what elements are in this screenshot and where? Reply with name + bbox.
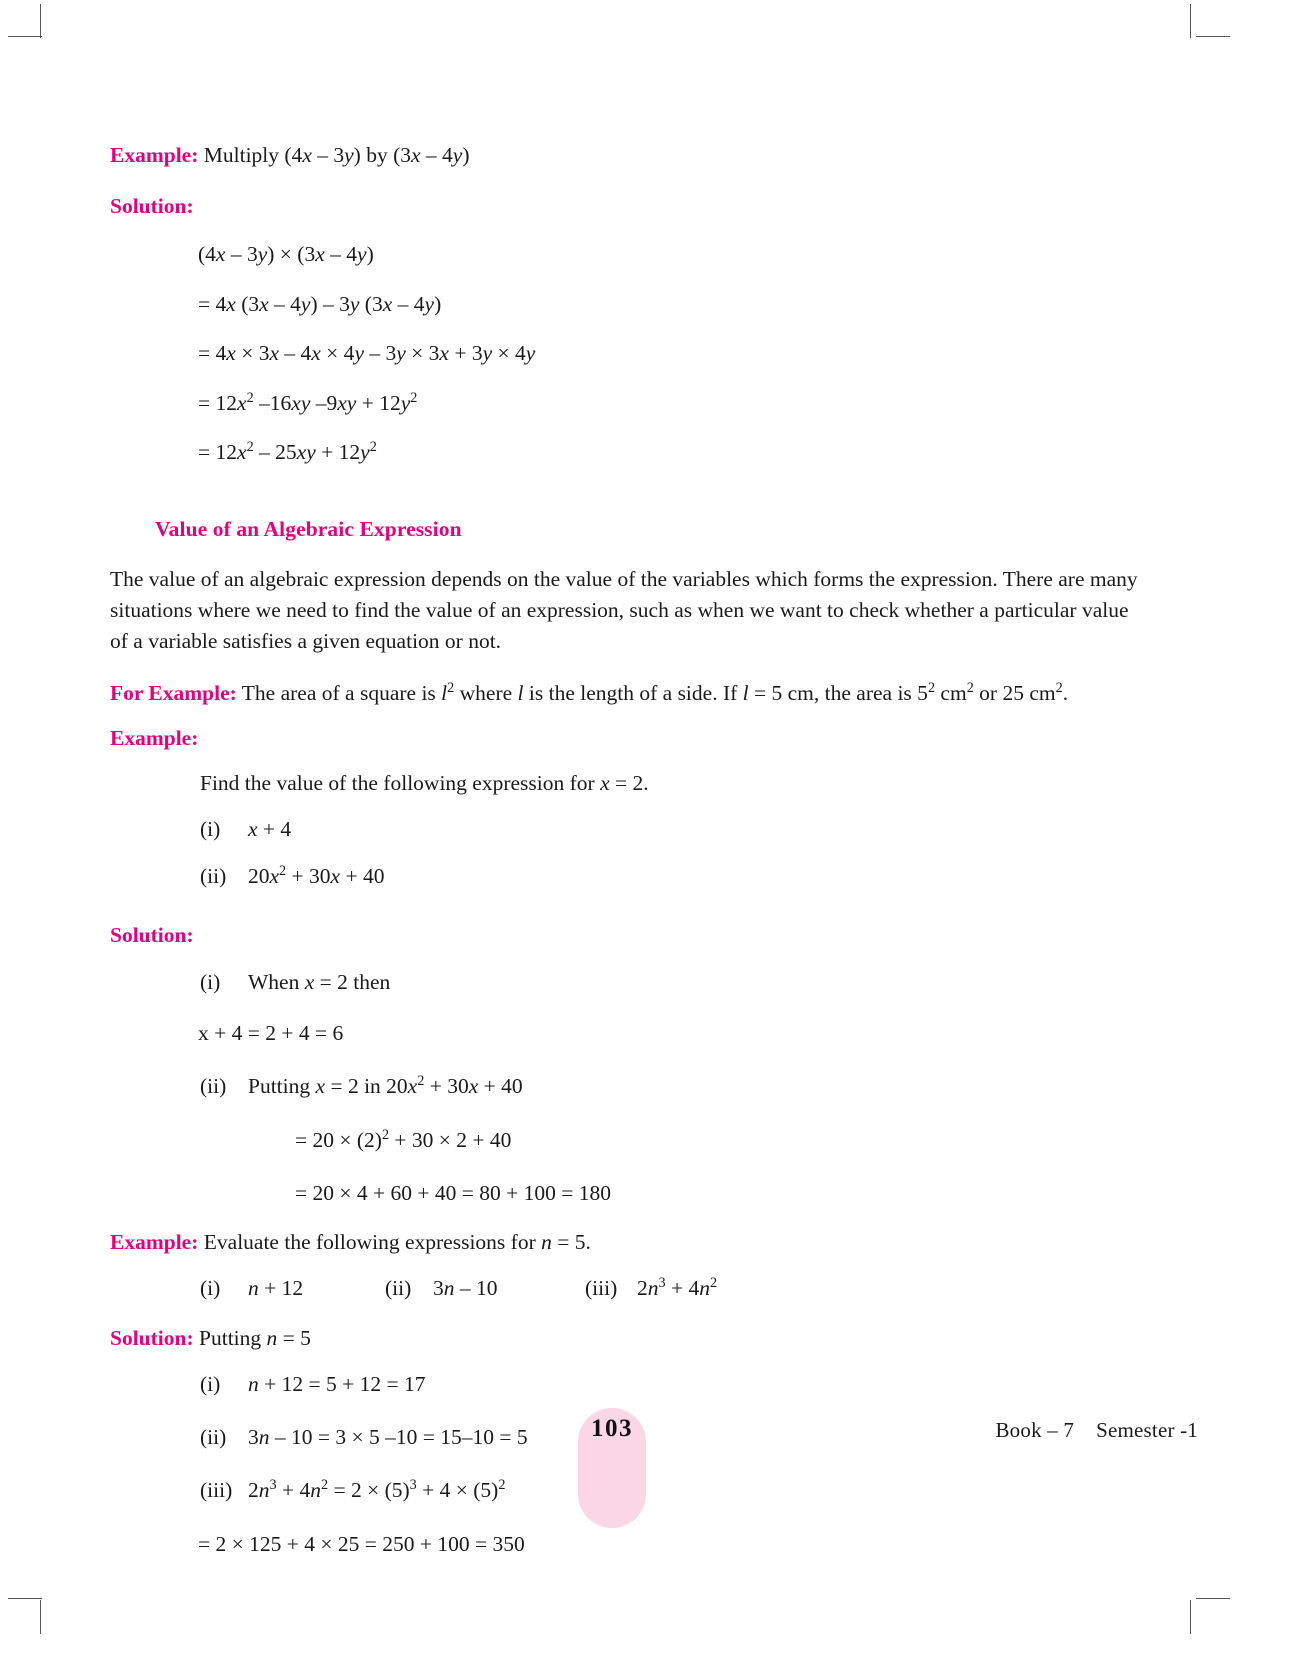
solution-3-item-1 (200, 1369, 1145, 1400)
footer-semester: Semester -1 (1096, 1418, 1198, 1442)
example-1-label: Example: (110, 143, 199, 167)
crop-mark-top-right-v (1190, 4, 1191, 38)
crop-mark-bottom-left-h (8, 1598, 42, 1599)
example-2-label-line (110, 723, 1145, 754)
list-marker: (ii) (200, 1074, 227, 1099)
solution-2-label: Solution: (110, 923, 194, 948)
crop-mark-bottom-left-v (40, 1600, 41, 1634)
list-marker: (ii) (200, 1425, 227, 1450)
section-heading: Value of an Algebraic Expression (155, 516, 462, 541)
list-text: $20x^2 + 30x + 40$ (248, 863, 385, 889)
example-3-text: Evaluate the following expressions for n = 5. (203, 1229, 591, 1254)
footer-text (995, 1418, 1198, 1443)
example-3-items (200, 1273, 1145, 1304)
page-number: 103 (591, 1415, 633, 1442)
solution-3-line (110, 1323, 1145, 1354)
list-text: = 20 × 4 + 60 + 40 = 80 + 100 = 180 (295, 1180, 612, 1205)
solution-3-item-4 (198, 1529, 1145, 1560)
list-text: x + 4 = 2 + 4 = 6 (198, 1021, 344, 1046)
solution-1-label: Solution: (110, 193, 194, 218)
solution-3-item-3 (200, 1475, 1145, 1506)
solution-2-item-4 (295, 1125, 1145, 1156)
crop-mark-top-left-h (8, 36, 42, 37)
crop-mark-bottom-right-h (1196, 1598, 1230, 1599)
for-example-text: The area of a square is $l^2$ where l is the length of a side. If l = 5 cm, the area is $5^2$ $cm^2$ or 25 $cm^2$. (241, 679, 1069, 705)
for-example-block (110, 678, 1145, 709)
solution-1-step-4: = $12x^2$ –16xy $-9xy + 12y^2$ (198, 389, 418, 415)
list-marker: (i) (200, 817, 221, 842)
list-text: $2n^3 + 4n^2 = 2 \times (5)^3 + 4 \times (5)^2$ (248, 1477, 506, 1503)
solution-1-label-line (110, 191, 1145, 222)
example-1-line (110, 140, 1145, 171)
solution-1-step-2: = 4x (3x – 4y) – 3y (3x – 4y) (198, 291, 442, 316)
section-paragraph: The value of an algebraic expression depends on the value of the variables which forms the expression. There are many situations where we need to find the value of an expression, such as when we want to check whether a particular value of a variable satisfies a given equation or not. (110, 566, 1138, 654)
example-3-label: Example: (110, 1229, 199, 1254)
solution-2-item-3 (200, 1071, 1145, 1102)
list-marker: (ii) (385, 1276, 412, 1301)
solution-3-text: Putting n = 5 (199, 1325, 311, 1350)
list-text: n + 12 = 5 + 12 = 17 (248, 1372, 426, 1397)
list-text: 3n – 10 = 3 × 5 –10 = 15–10 = 5 (248, 1425, 528, 1450)
solution-1-step-1: (4x – 3y) × (3x – 4y) (198, 242, 374, 267)
solution-1-step-3: = 4x × 3x – 4x × 4y – 3y × 3x + 3y × 4y (198, 341, 536, 366)
example-2-item-1 (200, 814, 1145, 845)
example-1-text: Multiply (4x – 3y) by (3x – 4y) (203, 143, 470, 167)
list-text: Putting x = 2 in $20x^2 + 30x + 40$ (248, 1073, 523, 1099)
for-example-label: For Example: (110, 680, 237, 705)
crop-mark-top-left-v (40, 4, 41, 38)
example-2-item-2 (200, 861, 1145, 892)
example-3-item-1: (i) n + 12 (200, 1273, 385, 1304)
example-2-prompt: Find the value of the following expression for x = 2. (200, 770, 649, 795)
example-3-item-3: (iii) $2n^3 + 4n^2$ (585, 1273, 717, 1304)
solution-1-step-5: = $12x^2 - 25xy + 12y^2$ (198, 438, 377, 465)
crop-mark-bottom-right-v (1190, 1600, 1191, 1634)
list-text: = 2 × 125 + 4 × 25 = 250 + 100 = 350 (198, 1531, 525, 1556)
solution-2-label-line (110, 920, 1145, 951)
solution-2-item-5 (295, 1178, 1145, 1209)
example-2-label: Example: (110, 726, 199, 751)
solution-3-label: Solution: (110, 1325, 194, 1350)
crop-mark-top-right-h (1196, 36, 1230, 37)
page-content (110, 140, 1145, 1576)
list-marker: (iii) (200, 1478, 233, 1503)
example-3-line (110, 1227, 1145, 1258)
list-marker: (i) (200, 970, 221, 994)
example-3-item-2: (ii) 3n – 10 (385, 1273, 585, 1304)
list-marker: (i) (200, 1276, 221, 1301)
list-text: = $20 \times (2)^2 + 30 \times 2 + 40$ (295, 1126, 512, 1152)
list-text: x + 4 (248, 817, 292, 842)
list-marker: (i) (200, 1372, 221, 1397)
solution-2-item-1 (200, 967, 1145, 998)
footer-book: Book – 7 (995, 1418, 1075, 1442)
list-text: When x = 2 then (248, 970, 391, 994)
list-marker: (ii) (200, 864, 227, 889)
list-marker: (iii) (585, 1276, 618, 1301)
solution-2-item-2 (198, 1018, 1145, 1049)
